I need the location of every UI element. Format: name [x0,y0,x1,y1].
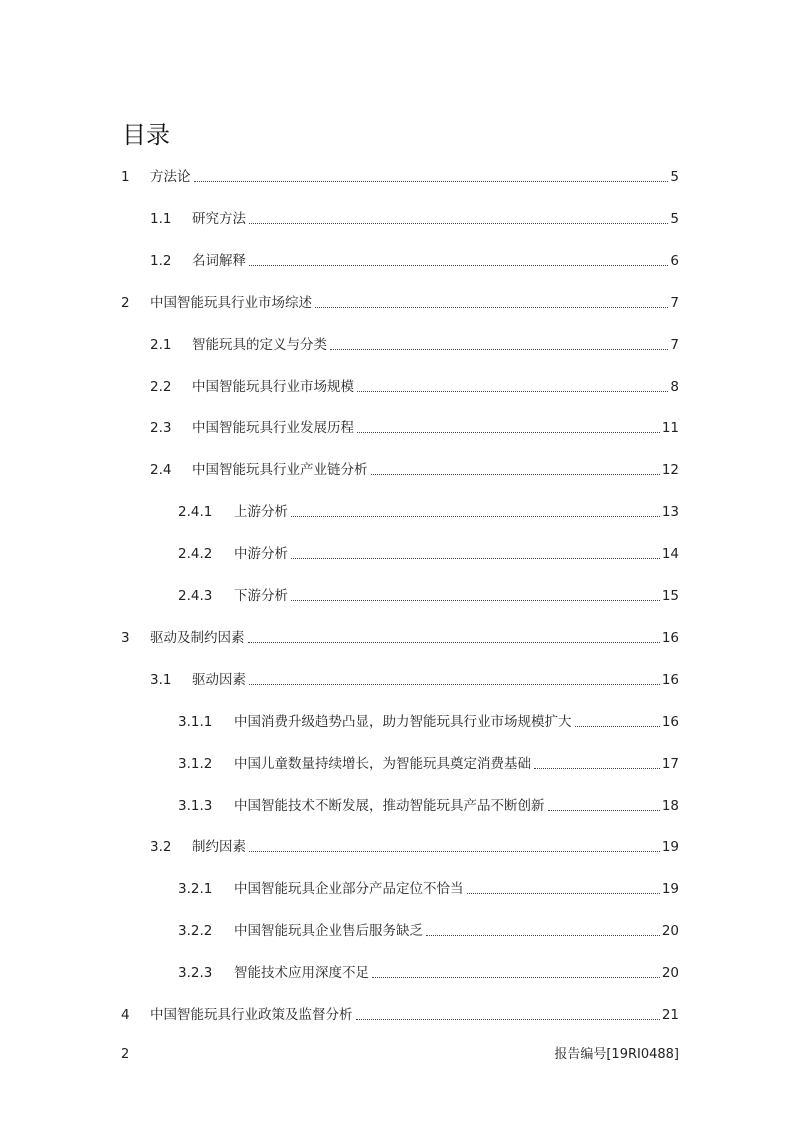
toc-entry-page: 20 [661,965,679,981]
toc-leader-dots [249,851,660,852]
toc-entry-title: 驱动及制约因素 [150,630,245,646]
toc-entry-number: 3.2.2 [178,923,213,939]
toc-entry-page: 20 [661,923,679,939]
toc-entry-page: 16 [661,630,679,646]
toc-entry[interactable] [121,1006,679,1024]
toc-entry-number: 2.4 [150,462,172,478]
toc-entry[interactable] [150,252,679,270]
toc-entry-title: 中国智能玩具企业售后服务缺乏 [234,923,423,939]
toc-entry[interactable] [121,294,679,312]
toc-entry-title: 中游分析 [234,546,288,562]
toc-leader-dots [371,474,660,475]
toc-entry-number: 1.2 [150,253,172,269]
toc-entry-page: 14 [661,546,679,562]
toc-leader-dots [330,349,668,350]
toc-entry[interactable] [150,671,679,689]
toc-entry[interactable] [178,587,679,605]
toc-entry-title: 驱动因素 [192,672,246,688]
toc-entry[interactable] [121,168,679,186]
toc-entry[interactable] [150,210,679,228]
toc-leader-dots [249,223,668,224]
toc-entry-page: 5 [670,211,679,227]
toc-entry-page: 21 [661,1007,679,1023]
toc-entry[interactable] [150,461,679,479]
toc-entry-page: 16 [661,672,679,688]
toc-entry[interactable] [178,545,679,563]
toc-entry-number: 2.2 [150,379,172,395]
toc-entry-number: 3.1.3 [178,798,213,814]
toc-entry-title: 中国智能玩具企业部分产品定位不恰当 [234,881,464,897]
toc-entry[interactable] [178,755,679,773]
toc-leader-dots [194,181,669,182]
toc-leader-dots [426,935,660,936]
toc-entry-number: 3.1.1 [178,714,213,730]
toc-entry-page: 19 [661,881,679,897]
toc-entry-title: 智能玩具的定义与分类 [192,337,327,353]
footer-report-code: 报告编号[19RI0488] [554,1047,679,1062]
toc-entry-title: 中国智能玩具行业市场综述 [150,295,312,311]
toc-entry[interactable] [178,713,679,731]
toc-leader-dots [372,977,660,978]
toc-entry-title: 名词解释 [192,253,246,269]
toc-entry[interactable] [178,922,679,940]
toc-entry-page: 6 [670,253,679,269]
toc-entry-title: 中国消费升级趋势凸显，助力智能玩具行业市场规模扩大 [234,714,572,730]
toc-entry-number: 2.4.1 [178,504,213,520]
toc-entry-page: 5 [670,169,679,185]
toc-entry-number: 2.4.2 [178,546,213,562]
toc-entry-page: 7 [670,295,679,311]
toc-leader-dots [291,516,660,517]
toc-entry-title: 方法论 [150,169,191,185]
toc-entry[interactable] [150,419,679,437]
toc-entry[interactable] [178,880,679,898]
toc-entry-page: 17 [661,756,679,772]
toc-leader-dots [248,642,660,643]
toc-entry-number: 2.3 [150,420,172,436]
toc-entry-page: 8 [670,379,679,395]
toc-leader-dots [357,432,660,433]
toc-entry-title: 中国智能玩具行业产业链分析 [192,462,368,478]
toc-entry-page: 13 [661,504,679,520]
toc-entry-page: 18 [661,798,679,814]
toc-leader-dots [249,265,668,266]
toc-entry-number: 3 [121,630,130,646]
footer-page-number: 2 [121,1047,130,1062]
toc-entry-number: 2 [121,295,130,311]
toc-entry-number: 3.2 [150,839,172,855]
toc-entry[interactable] [178,964,679,982]
toc-entry-title: 中国智能玩具行业政策及监督分析 [150,1007,353,1023]
toc-leader-dots [467,893,660,894]
toc-entry-title: 中国儿童数量持续增长，为智能玩具奠定消费基础 [234,756,531,772]
toc-entry-number: 2.1 [150,337,172,353]
toc-entry[interactable] [150,378,679,396]
toc-entry-number: 3.2.3 [178,965,213,981]
toc-entry[interactable] [150,838,679,856]
toc-entry-title: 智能技术应用深度不足 [234,965,369,981]
toc-entry-number: 3.2.1 [178,881,213,897]
toc-entry-page: 7 [670,337,679,353]
toc-entry-number: 3.1.2 [178,756,213,772]
toc-entry-number: 2.4.3 [178,588,213,604]
toc-entry-title: 上游分析 [234,504,288,520]
toc-entry-title: 中国智能玩具行业发展历程 [192,420,354,436]
toc-entry-page: 11 [661,420,679,436]
toc-leader-dots [291,600,660,601]
toc-entry[interactable] [178,797,679,815]
toc-entry-page: 12 [661,462,679,478]
toc-entry-number: 4 [121,1007,130,1023]
toc-entry-title: 中国智能玩具行业市场规模 [192,379,354,395]
toc-entry[interactable] [121,629,679,647]
toc-entry-number: 1.1 [150,211,172,227]
toc-entry-title: 下游分析 [234,588,288,604]
toc-title: 目录 [122,121,170,149]
toc-entry-title: 研究方法 [192,211,246,227]
toc-entry-number: 1 [121,169,130,185]
toc-entry[interactable] [150,336,679,354]
toc-entry-title: 制约因素 [192,839,246,855]
toc-leader-dots [249,684,660,685]
toc-leader-dots [575,726,660,727]
toc-leader-dots [315,307,668,308]
toc-entry-number: 3.1 [150,672,172,688]
toc-entry-page: 16 [661,714,679,730]
toc-leader-dots [534,768,660,769]
toc-leader-dots [357,391,668,392]
toc-entry-page: 15 [661,588,679,604]
toc-entry[interactable] [178,503,679,521]
toc-leader-dots [356,1019,660,1020]
toc-entry-title: 中国智能技术不断发展，推动智能玩具产品不断创新 [234,798,545,814]
toc-entry-page: 19 [661,839,679,855]
toc-leader-dots [548,810,660,811]
toc-leader-dots [291,558,660,559]
